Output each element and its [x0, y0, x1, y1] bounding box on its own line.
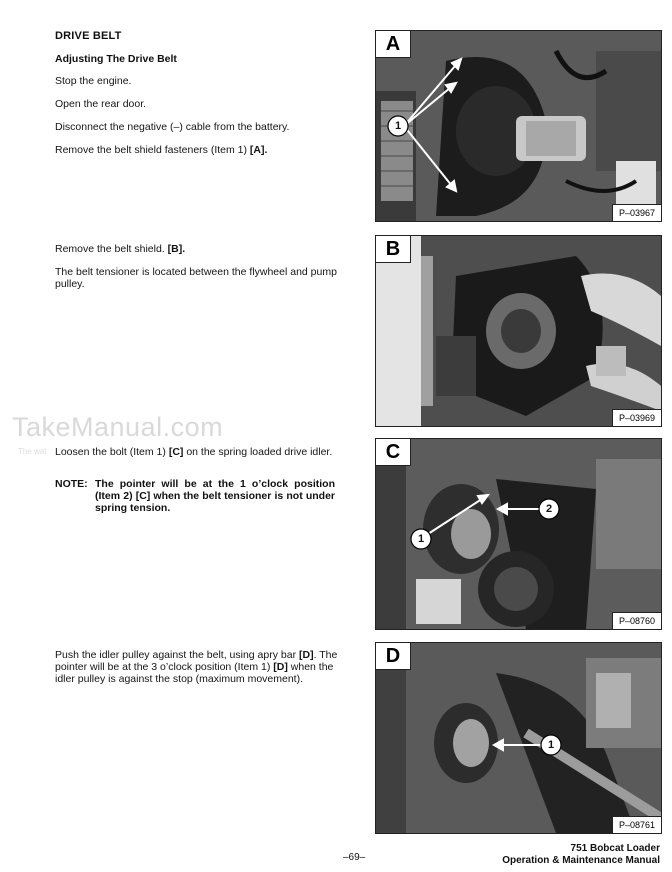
figure-d-photo	[376, 643, 661, 833]
figure-b-code: P–03969	[612, 409, 661, 426]
step-loosen-bolt-text-2: on the spring loaded drive idler.	[183, 446, 333, 458]
figure-b-belt-shield-removed	[375, 235, 662, 427]
figure-b-label: B	[376, 236, 411, 263]
step-remove-fasteners	[55, 144, 267, 156]
step-loosen-bolt	[55, 446, 340, 458]
step-push-idler-text-3: when the idler pulley is against the stop (maximum movement).	[55, 661, 334, 685]
figure-ref-d-1: [D]	[298, 649, 314, 661]
step-remove-fasteners-text: Remove the belt shield fasteners (Item 1)	[55, 144, 250, 156]
figure-ref-a: [A].	[249, 144, 268, 156]
figure-ref-d-2: [D]	[273, 661, 288, 673]
figure-c-label: C	[376, 439, 411, 466]
step-loosen-bolt-text-1: Loosen the bolt (Item 1)	[55, 446, 169, 458]
figure-a-label: A	[376, 31, 411, 58]
figure-a-code: P–03967	[612, 204, 661, 221]
note-label: NOTE:	[55, 478, 88, 490]
figure-ref-b: [B].	[167, 243, 186, 255]
footer-manual-title: Operation & Maintenance Manual	[502, 855, 660, 866]
figure-d-callout-1: 1	[547, 739, 555, 751]
footer-model: 751 Bobcat Loader	[570, 843, 660, 854]
step-stop-engine: Stop the engine.	[55, 75, 132, 87]
figure-ref-c: [C]	[168, 446, 184, 458]
step-remove-shield	[55, 243, 185, 255]
step-push-idler	[55, 649, 340, 685]
section-heading: DRIVE BELT	[55, 30, 122, 42]
watermark-subtext: The wat	[18, 447, 47, 456]
step-disconnect-battery: Disconnect the negative (–) cable from the battery.	[55, 121, 290, 133]
figure-b-photo	[376, 236, 661, 426]
note-block	[55, 478, 335, 514]
figure-a-callout-1: 1	[394, 120, 402, 132]
figure-d-label: D	[376, 643, 411, 670]
figure-d-idler-pry-bar	[375, 642, 662, 834]
figure-c-code: P–08760	[612, 612, 661, 629]
figure-c-callout-1: 1	[417, 533, 425, 545]
figure-a-engine-belt-shield	[375, 30, 662, 222]
step-remove-shield-text: Remove the belt shield.	[55, 243, 168, 255]
figure-c-tensioner-bolt	[375, 438, 662, 630]
page-number: –69–	[343, 852, 366, 863]
step-tensioner-location: The belt tensioner is located between the flywheel and pump pulley.	[55, 266, 337, 290]
watermark-logo: TakeManual.com	[12, 412, 224, 442]
step-push-idler-text-2: . The pointer will be at the 3 o’clock position (Item 1)	[55, 649, 338, 673]
note-body: The pointer will be at the 1 o’clock position (Item 2) [C] when the belt tensioner is not under spring tension.	[95, 478, 335, 514]
figure-a-photo	[376, 31, 661, 221]
figure-c-callout-2: 2	[545, 503, 553, 515]
figure-d-code: P–08761	[612, 816, 661, 833]
section-subheading: Adjusting The Drive Belt	[55, 53, 177, 65]
step-push-idler-text-1: Push the idler pulley against the belt, using apry bar	[55, 649, 299, 661]
step-open-rear-door: Open the rear door.	[55, 98, 147, 110]
